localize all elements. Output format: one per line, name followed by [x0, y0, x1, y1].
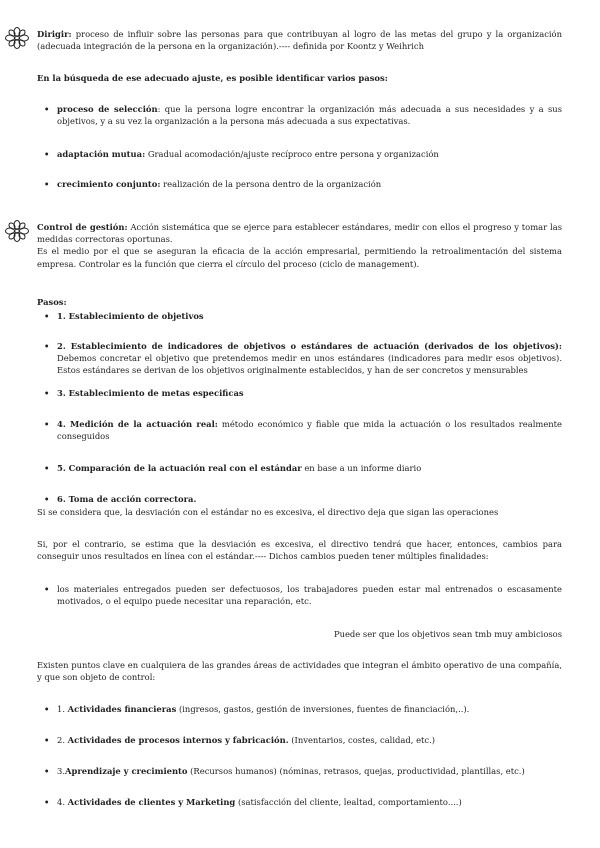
list-item: [37, 418, 562, 442]
pasos-list-6: [37, 493, 562, 505]
item-term: 5. Comparación de la actuación real con el estándar: [57, 463, 302, 473]
puntos-intro: [37, 659, 562, 683]
item-num: 1.: [57, 704, 68, 714]
item-text: (ingresos, gastos, gestión de inversiones, fuentes de financiación,..).: [176, 704, 470, 714]
item-term: 6. Toma de acción correctora.: [57, 494, 197, 504]
dirigir-paragraph: [37, 28, 562, 52]
desviacion-text-2: Si, por el contrario, se estima que la desviación es excesiva, el directivo tendrá que hacer, entonces, cambios para conseguir unos resultados en línea con el estándar.---- Dichos cambios pueden tener múltiples finalidades:: [37, 539, 562, 562]
item-term: 2. Establecimiento de indicadores de objetivos o estándares de actuación (derivados de los objetivos):: [57, 341, 562, 351]
item-term: 3. Establecimiento de metas especificas: [57, 388, 244, 398]
item-term: proceso de selección: [57, 104, 158, 114]
list-item: [37, 387, 562, 399]
item-text: realización de la persona dentro de la organización: [160, 179, 382, 189]
pasos-list-4: [37, 418, 562, 442]
pasos-heading: [37, 296, 562, 308]
item-term: Actividades financieras: [67, 704, 177, 714]
item-term: crecimiento conjunto:: [57, 179, 161, 189]
busqueda-list: [37, 103, 562, 127]
item-text: (Recursos humanos) (nóminas, retrasos, quejas, productividad, plantillas, etc.): [187, 766, 525, 776]
item-text: (satisfacción del cliente, lealtad, comportamiento....): [235, 797, 462, 807]
desviacion-p1: [37, 506, 562, 518]
puntos-list-3: [37, 765, 562, 777]
flower-icon: [5, 27, 29, 49]
list-item: [37, 493, 562, 505]
list-item: [37, 340, 562, 377]
item-term: Actividades de procesos internos y fabricación.: [67, 735, 289, 745]
pasos-list-5: [37, 462, 562, 474]
item-term: 4. Medición de la actuación real:: [57, 419, 218, 429]
dirigir-text: proceso de influir sobre las personas para que contribuyan al logro de las metas del grupo y la organización (adecuada integración de la persona en la organización).---- definida por Koontz y Weihrich: [37, 29, 562, 52]
item-text: método económico y fiable que mida la actuación o los resultados realmente conseguidos: [57, 419, 563, 442]
dirigir-term: Dirigir:: [37, 29, 72, 39]
pasos-list-3: [37, 387, 562, 399]
item-text: los materiales entregados pueden ser defectuosos, los trabajadores pueden estar mal entrenados o escasamente motivados, o el equipo puede necesitar una reparación, etc.: [57, 584, 562, 607]
control-term: Control de gestión:: [37, 222, 128, 232]
note-text: Puede ser que los objetivos sean tmb muy ambiciosos: [333, 629, 562, 639]
control-text: Acción sistemática que se ejerce para establecer estándares, medir con ellos el progreso y tomar las medidas correctoras oportunas.: [37, 222, 563, 245]
puntos-list-4: [37, 796, 562, 808]
item-term: adaptación mutua:: [57, 149, 146, 159]
busqueda-list-2: [37, 148, 562, 160]
control-paragraph: [37, 221, 562, 270]
puntos-list-2: [37, 734, 562, 746]
pasos-list-1: [37, 310, 562, 322]
list-item: [37, 703, 562, 715]
list-item: [37, 796, 562, 808]
desviacion-bullet: [37, 583, 562, 607]
pasos-heading-text: Pasos:: [37, 297, 67, 307]
desviacion-text-1: Si se considera que, la desviación con el estándar no es excesiva, el directivo deja que sigan las operaciones: [37, 507, 499, 517]
list-item: [37, 583, 562, 607]
list-item: [37, 462, 562, 474]
list-item: [37, 178, 562, 190]
busqueda-list-3: [37, 178, 562, 190]
busqueda-heading: [37, 72, 562, 84]
item-num: 2.: [57, 735, 68, 745]
item-text: (Inventarios, costes, calidad, etc.): [288, 735, 436, 745]
item-term: Aprendizaje y crecimiento: [65, 766, 188, 776]
puntos-list-1: [37, 703, 562, 715]
item-term: Actividades de clientes y Marketing: [67, 797, 236, 807]
desviacion-note: [37, 628, 562, 640]
list-item: [37, 103, 562, 127]
flower-icon: [5, 220, 29, 242]
list-item: [37, 734, 562, 746]
puntos-intro-text: Existen puntos clave en cualquiera de las grandes áreas de actividades que integran el ámbito operativo de una compañía, y que son objeto de control:: [37, 660, 562, 683]
list-item: [37, 765, 562, 777]
item-text: Gradual acomodación/ajuste recíproco entre persona y organización: [145, 149, 439, 159]
pasos-list-2: [37, 340, 562, 377]
list-item: [37, 148, 562, 160]
item-text: en base a un informe diario: [301, 463, 422, 473]
desviacion-p2: [37, 538, 562, 562]
item-num: 3.: [57, 766, 65, 776]
item-text: : que la persona logre encontrar la organización más adecuada a sus necesidades y a sus objetivos, y a su vez la organización a la persona más adecuada a sus expectativas.: [57, 104, 562, 127]
item-term: 1. Establecimiento de objetivos: [57, 311, 204, 321]
list-item: [37, 310, 562, 322]
busqueda-heading-text: En la búsqueda de ese adecuado ajuste, es posible identificar varios pasos:: [37, 73, 388, 83]
item-text: Debemos concretar el objetivo que pretendemos medir en unos estándares (indicadores para medir esos objetivos). Estos estándares se derivan de los objetivos originalmente establecidos, y han de ser concretos y mensurables: [57, 353, 562, 376]
item-num: 4.: [57, 797, 68, 807]
control-text-2: Es el medio por el que se aseguran la eficacia de la acción empresarial, permitiendo la retroalimentación del sistema empresa. Controlar es la función que cierra el círculo del proceso (ciclo de management).: [37, 246, 562, 269]
